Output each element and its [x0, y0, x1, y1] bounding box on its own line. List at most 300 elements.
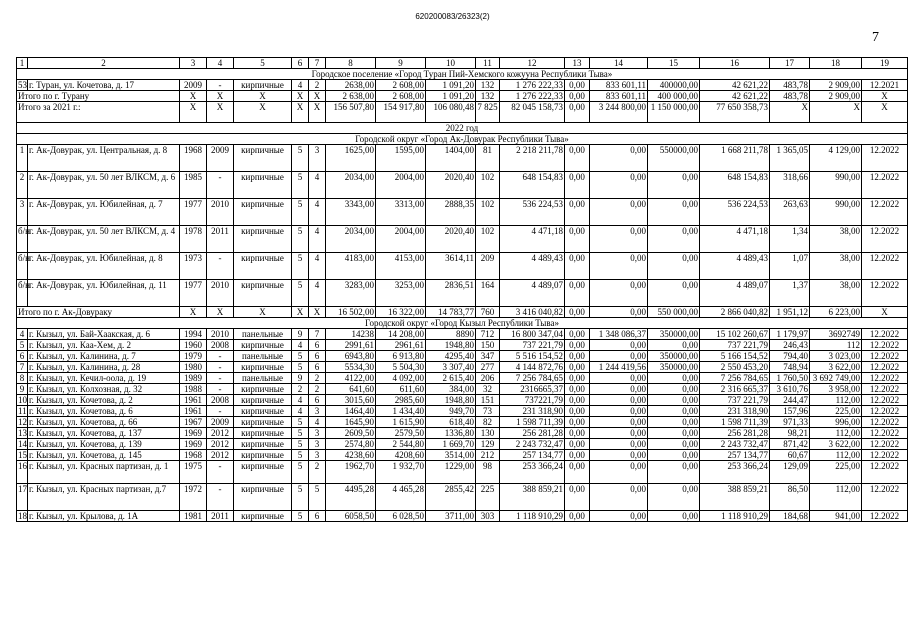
table-cell: 618,40 — [426, 417, 476, 428]
table-cell: 2985,60 — [376, 395, 426, 406]
table-cell: 4495,28 — [326, 484, 376, 511]
total-row — [17, 102, 908, 123]
table-cell: 1336,80 — [426, 428, 476, 439]
table-cell: кирпичные — [234, 80, 292, 91]
column-number: 19 — [862, 58, 908, 69]
table-cell: 5 — [292, 226, 309, 253]
page-number: 7 — [872, 30, 879, 45]
table-cell: 102 — [476, 172, 500, 199]
table-cell: 0,00 — [648, 439, 700, 450]
table-cell: г. Ак-Довурак, ул. 50 лет ВЛКСМ, д. 6 — [28, 172, 180, 199]
table-cell: 2012 — [207, 428, 234, 439]
table-cell: 3015,60 — [326, 395, 376, 406]
table-cell: 0,00 — [590, 484, 648, 511]
table-row — [17, 417, 908, 428]
table-cell: 212 — [476, 450, 500, 461]
table-cell: 0,00 — [565, 280, 590, 307]
table-cell: 4 465,28 — [376, 484, 426, 511]
table-cell: 3 307,40 — [426, 362, 476, 373]
table-cell: 14 783,77 — [426, 307, 476, 318]
table-cell: X — [309, 102, 326, 123]
table-cell: 0,00 — [648, 428, 700, 439]
table-cell: 0,00 — [565, 461, 590, 484]
table-cell: 1968 — [180, 145, 207, 172]
table-cell: г. Кызыл, ул. Кочетова, д. 66 — [28, 417, 180, 428]
table-cell: 737 221,79 — [700, 395, 770, 406]
table-cell: 0,00 — [648, 384, 700, 395]
table-cell: 0,00 — [590, 145, 648, 172]
table-cell: 5 166 154,52 — [700, 351, 770, 362]
table-cell: X — [770, 102, 810, 123]
table-cell: 0,00 — [648, 450, 700, 461]
table-cell: 0,00 — [648, 340, 700, 351]
table-cell: 400 000,00 — [648, 91, 700, 102]
table-cell: X — [180, 91, 207, 102]
table-cell: 32 — [476, 384, 500, 395]
table-cell: 4 129,00 — [810, 145, 862, 172]
table-cell: 1972 — [180, 484, 207, 511]
table-cell: 1 276 222,33 — [500, 80, 565, 91]
table-cell: 737221,79 — [500, 395, 565, 406]
table-cell: 112,00 — [810, 395, 862, 406]
table-cell: 990,00 — [810, 199, 862, 226]
table-cell: 151 — [476, 395, 500, 406]
table-cell: 2011 — [207, 226, 234, 253]
table-cell: 0,00 — [590, 226, 648, 253]
table-cell: 2638,00 — [326, 80, 376, 91]
table-row — [17, 329, 908, 340]
column-number: 2 — [28, 58, 180, 69]
table-cell: 0,00 — [565, 406, 590, 417]
table-cell: 3 — [309, 145, 326, 172]
table-cell: 4 — [309, 253, 326, 280]
table-cell: 350000,00 — [648, 329, 700, 340]
table-cell: 4238,60 — [326, 450, 376, 461]
table-cell: 737 221,79 — [500, 340, 565, 351]
table-cell: кирпичные — [234, 145, 292, 172]
table-cell: 1464,40 — [326, 406, 376, 417]
table-cell: 4 — [292, 406, 309, 417]
table-cell: 112,00 — [810, 484, 862, 511]
table-cell: 6 223,00 — [810, 307, 862, 318]
table-cell: - — [207, 406, 234, 417]
table-cell: 0,00 — [565, 362, 590, 373]
table-cell: 3 622,00 — [810, 362, 862, 373]
table-cell: 347 — [476, 351, 500, 362]
table-cell: 15 — [18, 450, 27, 460]
table-row — [17, 280, 908, 307]
table-cell: 2034,00 — [326, 226, 376, 253]
table-cell: 5 — [292, 461, 309, 484]
table-cell: 53 — [18, 80, 27, 90]
table-cell: 4 092,00 — [376, 373, 426, 384]
table-cell: 12.2022 — [862, 362, 908, 373]
table-cell: кирпичные — [234, 199, 292, 226]
table-cell: 1,37 — [770, 280, 810, 307]
table-row — [17, 226, 908, 253]
table-cell: кирпичные — [234, 384, 292, 395]
table-cell: 1229,00 — [426, 461, 476, 484]
year-header — [17, 123, 908, 134]
table-cell: 4 489,07 — [700, 280, 770, 307]
table-cell: г. Кызыл, ул. Калинина, д. 7 — [28, 351, 180, 362]
table-cell: 225,00 — [810, 406, 862, 417]
table-cell: 7 256 784,65 — [700, 373, 770, 384]
table-cell: X — [309, 307, 326, 318]
table-cell: 3 692 749,00 — [810, 373, 862, 384]
table-cell: 0,00 — [590, 439, 648, 450]
table-cell: 0,00 — [565, 102, 590, 123]
table-cell: 12.2022 — [862, 329, 908, 340]
table-row — [17, 172, 908, 199]
table-cell: - — [207, 172, 234, 199]
table-cell: X — [207, 102, 234, 123]
table-cell: 2 — [309, 461, 326, 484]
column-number: 12 — [500, 58, 565, 69]
table-cell: 2961,61 — [376, 340, 426, 351]
table-cell: 2 — [17, 172, 28, 199]
table-cell: кирпичные — [234, 226, 292, 253]
table-cell: г. Кызыл, ул. Крылова, д. 1А — [28, 511, 180, 522]
table-cell: 112,00 — [810, 450, 862, 461]
table-cell: 12.2022 — [862, 351, 908, 362]
table-cell: 3 — [309, 406, 326, 417]
table-cell: 0,00 — [648, 484, 700, 511]
table-cell: 6 — [309, 511, 326, 522]
table-cell: X — [207, 91, 234, 102]
column-number: 15 — [648, 58, 700, 69]
table-cell: 1975 — [180, 461, 207, 484]
table-cell: кирпичные — [234, 511, 292, 522]
table-cell: панельные — [234, 351, 292, 362]
table-cell: 5 — [292, 511, 309, 522]
table-cell: 4 — [17, 329, 28, 340]
table-cell: X — [810, 102, 862, 123]
table-cell: 2012 — [207, 450, 234, 461]
table-cell: 2 — [309, 80, 326, 91]
table-cell: 1994 — [180, 329, 207, 340]
table-row — [17, 511, 908, 522]
table-cell: панельные — [234, 329, 292, 340]
table-cell: 12.2022 — [862, 340, 908, 351]
total-row — [17, 91, 908, 102]
table-cell: 737 221,79 — [700, 340, 770, 351]
table-cell: 1979 — [180, 351, 207, 362]
table-cell: 11 — [18, 406, 27, 416]
table-cell: X — [292, 102, 309, 123]
table-cell: 2012 — [207, 439, 234, 450]
table-cell: г. Кызыл, ул. Калинина, д. 28 — [28, 362, 180, 373]
table-cell: 1 118 910,29 — [500, 511, 565, 522]
table-cell: 4 489,07 — [500, 280, 565, 307]
table-cell: 86,50 — [770, 484, 810, 511]
table-cell: 550000,00 — [648, 145, 700, 172]
table-cell: 2609,50 — [326, 428, 376, 439]
column-number: 13 — [565, 58, 590, 69]
table-cell: 164 — [476, 280, 500, 307]
table-cell: 0,00 — [590, 340, 648, 351]
table-cell: 2 608,00 — [376, 80, 426, 91]
table-cell: 400000,00 — [648, 80, 700, 91]
table-cell: 14238 — [326, 329, 376, 340]
table-cell: г. Ак-Довурак, ул. 50 лет ВЛКСМ, д. 4 — [28, 226, 180, 253]
table-cell: 1960 — [180, 340, 207, 351]
table-cell: 12.2022 — [862, 406, 908, 417]
table-cell: б/н — [17, 226, 28, 253]
table-cell: 12.2021 — [862, 80, 908, 91]
table-cell: кирпичные — [234, 484, 292, 511]
table-cell: X — [234, 307, 292, 318]
table-cell: 0,00 — [590, 172, 648, 199]
table-cell: - — [207, 373, 234, 384]
table-cell: 0,00 — [590, 384, 648, 395]
column-number: 14 — [590, 58, 648, 69]
table-cell: 184,68 — [770, 511, 810, 522]
table-cell: 42 621,22 — [700, 91, 770, 102]
table-cell: 536 224,53 — [700, 199, 770, 226]
table-cell: 1985 — [180, 172, 207, 199]
table-cell: 2004,00 — [376, 226, 426, 253]
table-cell: 4295,40 — [426, 351, 476, 362]
table-cell: 5534,30 — [326, 362, 376, 373]
table-cell: 4 — [309, 226, 326, 253]
table-cell: 3 622,00 — [810, 439, 862, 450]
table-cell: 14 208,00 — [376, 329, 426, 340]
table-cell: 12.2022 — [862, 450, 908, 461]
table-cell: 1595,00 — [376, 145, 426, 172]
table-cell: 0,00 — [648, 373, 700, 384]
section-header — [17, 69, 908, 80]
table-cell: 8890 — [426, 329, 476, 340]
table-row — [17, 145, 908, 172]
document-number: 620200083/26323(2) — [415, 12, 490, 21]
table-cell: 2034,00 — [326, 172, 376, 199]
table-cell: 12.2022 — [862, 461, 908, 484]
table-cell: 2020,40 — [426, 172, 476, 199]
table-cell: 384,00 — [426, 384, 476, 395]
table-cell: 2009 — [207, 145, 234, 172]
table-cell: 1,34 — [770, 226, 810, 253]
table-cell: - — [207, 484, 234, 511]
table-cell: 0,00 — [648, 280, 700, 307]
table-cell: X — [292, 307, 309, 318]
table-cell: 996,00 — [810, 417, 862, 428]
table-cell: 12.2022 — [862, 145, 908, 172]
table-cell: 12.2022 — [862, 172, 908, 199]
table-cell: X — [862, 91, 908, 102]
table-cell: 5 — [292, 351, 309, 362]
table-cell: 4 144 872,76 — [500, 362, 565, 373]
table-cell: 38,00 — [810, 226, 862, 253]
table-cell: кирпичные — [234, 280, 292, 307]
section-title: Городской округ «Город Ак-Довурак Республики Тыва» — [17, 134, 908, 145]
table-cell: 2316665,37 — [500, 384, 565, 395]
column-number: 10 — [426, 58, 476, 69]
table-cell: 2009 — [180, 80, 207, 91]
table-cell: 3 — [17, 199, 28, 226]
table-cell: 941,00 — [810, 511, 862, 522]
table-cell: 303 — [476, 511, 500, 522]
table-cell: X — [309, 91, 326, 102]
table-cell: 3253,00 — [376, 280, 426, 307]
table-cell: 5 504,30 — [376, 362, 426, 373]
table-cell: 277 — [476, 362, 500, 373]
table-cell: 112,00 — [810, 428, 862, 439]
table-cell: 4 — [309, 199, 326, 226]
table-cell: 244,47 — [770, 395, 810, 406]
table-cell: 1977 — [180, 280, 207, 307]
table-cell: Итого по г. Турану — [17, 91, 180, 102]
table-cell: 3614,11 — [426, 253, 476, 280]
table-cell: 0,00 — [565, 91, 590, 102]
table-cell: 7 — [17, 362, 28, 373]
table-cell: 2 909,00 — [810, 91, 862, 102]
table-cell: 225 — [476, 484, 500, 511]
table-cell: 4208,60 — [376, 450, 426, 461]
table-cell: 2008 — [207, 395, 234, 406]
table-row — [17, 253, 908, 280]
table-cell: 1,07 — [770, 253, 810, 280]
table-cell: 2991,61 — [326, 340, 376, 351]
table-cell: г. Ак-Довурак, ул. Центральная, д. 8 — [28, 145, 180, 172]
table-cell: г. Кызыл, ул. Колхозная, д. 32 — [28, 384, 180, 395]
table-cell: 0,00 — [565, 145, 590, 172]
table-cell: 6 — [309, 362, 326, 373]
table-cell: 1980 — [180, 362, 207, 373]
table-cell: 2 866 040,82 — [700, 307, 770, 318]
table-cell: 132 — [476, 91, 500, 102]
table-cell: 0,00 — [565, 351, 590, 362]
table-cell: 6 — [309, 395, 326, 406]
table-cell: 3 — [309, 450, 326, 461]
table-cell: 0,00 — [590, 450, 648, 461]
table-cell: 225,00 — [810, 461, 862, 484]
table-cell: 6 028,50 — [376, 511, 426, 522]
table-cell: 611,60 — [376, 384, 426, 395]
table-cell: 2008 — [207, 340, 234, 351]
table-cell: 12.2022 — [862, 280, 908, 307]
table-cell: 0,00 — [565, 373, 590, 384]
table-cell: 256 281,28 — [500, 428, 565, 439]
table-cell: 0,00 — [590, 395, 648, 406]
table-cell: Итого по г. Ак-Довураку — [17, 307, 180, 318]
table-cell: 2855,42 — [426, 484, 476, 511]
table-cell: 130 — [476, 428, 500, 439]
table-cell: г. Кызыл, ул. Кочетова, д. 2 — [28, 395, 180, 406]
table-cell: 16 322,00 — [376, 307, 426, 318]
table-cell: 0,00 — [648, 199, 700, 226]
table-cell: 3 610,76 — [770, 384, 810, 395]
table-cell: 7 — [309, 329, 326, 340]
table-cell: г. Кызыл, ул. Кочетова, д. 137 — [28, 428, 180, 439]
table-cell: X — [180, 307, 207, 318]
table-cell: 1 179,97 — [770, 329, 810, 340]
table-cell: 990,00 — [810, 172, 862, 199]
table-cell: 5 — [292, 428, 309, 439]
table-cell: 2888,35 — [426, 199, 476, 226]
table-cell: кирпичные — [234, 439, 292, 450]
table-cell: 1968 — [180, 450, 207, 461]
register-table — [16, 57, 908, 522]
table-cell: 154 917,80 — [376, 102, 426, 123]
table-cell: 209 — [476, 253, 500, 280]
table-cell: 0,00 — [565, 80, 590, 91]
table-cell: X — [207, 307, 234, 318]
table-cell: X — [234, 102, 292, 123]
table-cell: г. Ак-Довурак, ул. Юбилейная, д. 7 — [28, 199, 180, 226]
table-cell: 16 502,00 — [326, 307, 376, 318]
table-cell: г. Кызыл, ул. Кочетова, д. 145 — [28, 450, 180, 461]
table-cell: 206 — [476, 373, 500, 384]
table-row — [17, 384, 908, 395]
table-cell: X — [862, 307, 908, 318]
table-cell: 4 471,18 — [700, 226, 770, 253]
table-cell: 1969 — [180, 428, 207, 439]
table-cell: 3 — [309, 439, 326, 450]
table-cell: 5 — [292, 253, 309, 280]
table-cell: 0,00 — [648, 461, 700, 484]
table-cell: X — [292, 91, 309, 102]
table-cell: 106 080,48 — [426, 102, 476, 123]
table-cell: 263,63 — [770, 199, 810, 226]
table-row — [17, 199, 908, 226]
table-cell: - — [207, 384, 234, 395]
table-row — [17, 461, 908, 484]
table-cell: 2 608,00 — [376, 91, 426, 102]
table-cell: 157,96 — [770, 406, 810, 417]
table-cell: 794,40 — [770, 351, 810, 362]
table-cell: 0,00 — [648, 253, 700, 280]
table-cell: 12.2022 — [862, 417, 908, 428]
table-cell: 483,78 — [770, 80, 810, 91]
table-cell: 2 — [292, 384, 309, 395]
table-cell: 38,00 — [810, 253, 862, 280]
table-cell: 3 244 800,00 — [590, 102, 648, 123]
column-number: 16 — [700, 58, 770, 69]
table-cell: 231 318,90 — [500, 406, 565, 417]
table-cell: 0,00 — [565, 384, 590, 395]
table-cell: 0,00 — [565, 417, 590, 428]
table-cell: 3 — [309, 428, 326, 439]
table-cell: 748,94 — [770, 362, 810, 373]
table-cell: 5 — [292, 450, 309, 461]
table-cell: 6 — [309, 340, 326, 351]
table-cell: 12.2022 — [862, 199, 908, 226]
table-cell: 871,42 — [770, 439, 810, 450]
table-cell: кирпичные — [234, 362, 292, 373]
table-cell: 2010 — [207, 199, 234, 226]
table-cell: 2 243 732,47 — [500, 439, 565, 450]
table-cell: 12.2022 — [862, 439, 908, 450]
table-cell: 0,00 — [565, 226, 590, 253]
table-cell: 0,00 — [590, 428, 648, 439]
table-cell: 4 471,18 — [500, 226, 565, 253]
total-row — [17, 307, 908, 318]
table-cell: 0,00 — [590, 461, 648, 484]
table-cell: 2 — [309, 373, 326, 384]
table-cell: 0,00 — [590, 373, 648, 384]
table-cell: 0,00 — [565, 484, 590, 511]
table-cell: 712 — [476, 329, 500, 340]
table-cell: 1 598 711,39 — [700, 417, 770, 428]
table-cell: 2 550 453,20 — [700, 362, 770, 373]
table-cell: 6 — [309, 351, 326, 362]
table-cell: 1961 — [180, 395, 207, 406]
table-cell: 38,00 — [810, 280, 862, 307]
table-cell: 16 800 347,04 — [500, 329, 565, 340]
table-cell: 0,00 — [590, 253, 648, 280]
table-cell: 1 615,90 — [376, 417, 426, 428]
